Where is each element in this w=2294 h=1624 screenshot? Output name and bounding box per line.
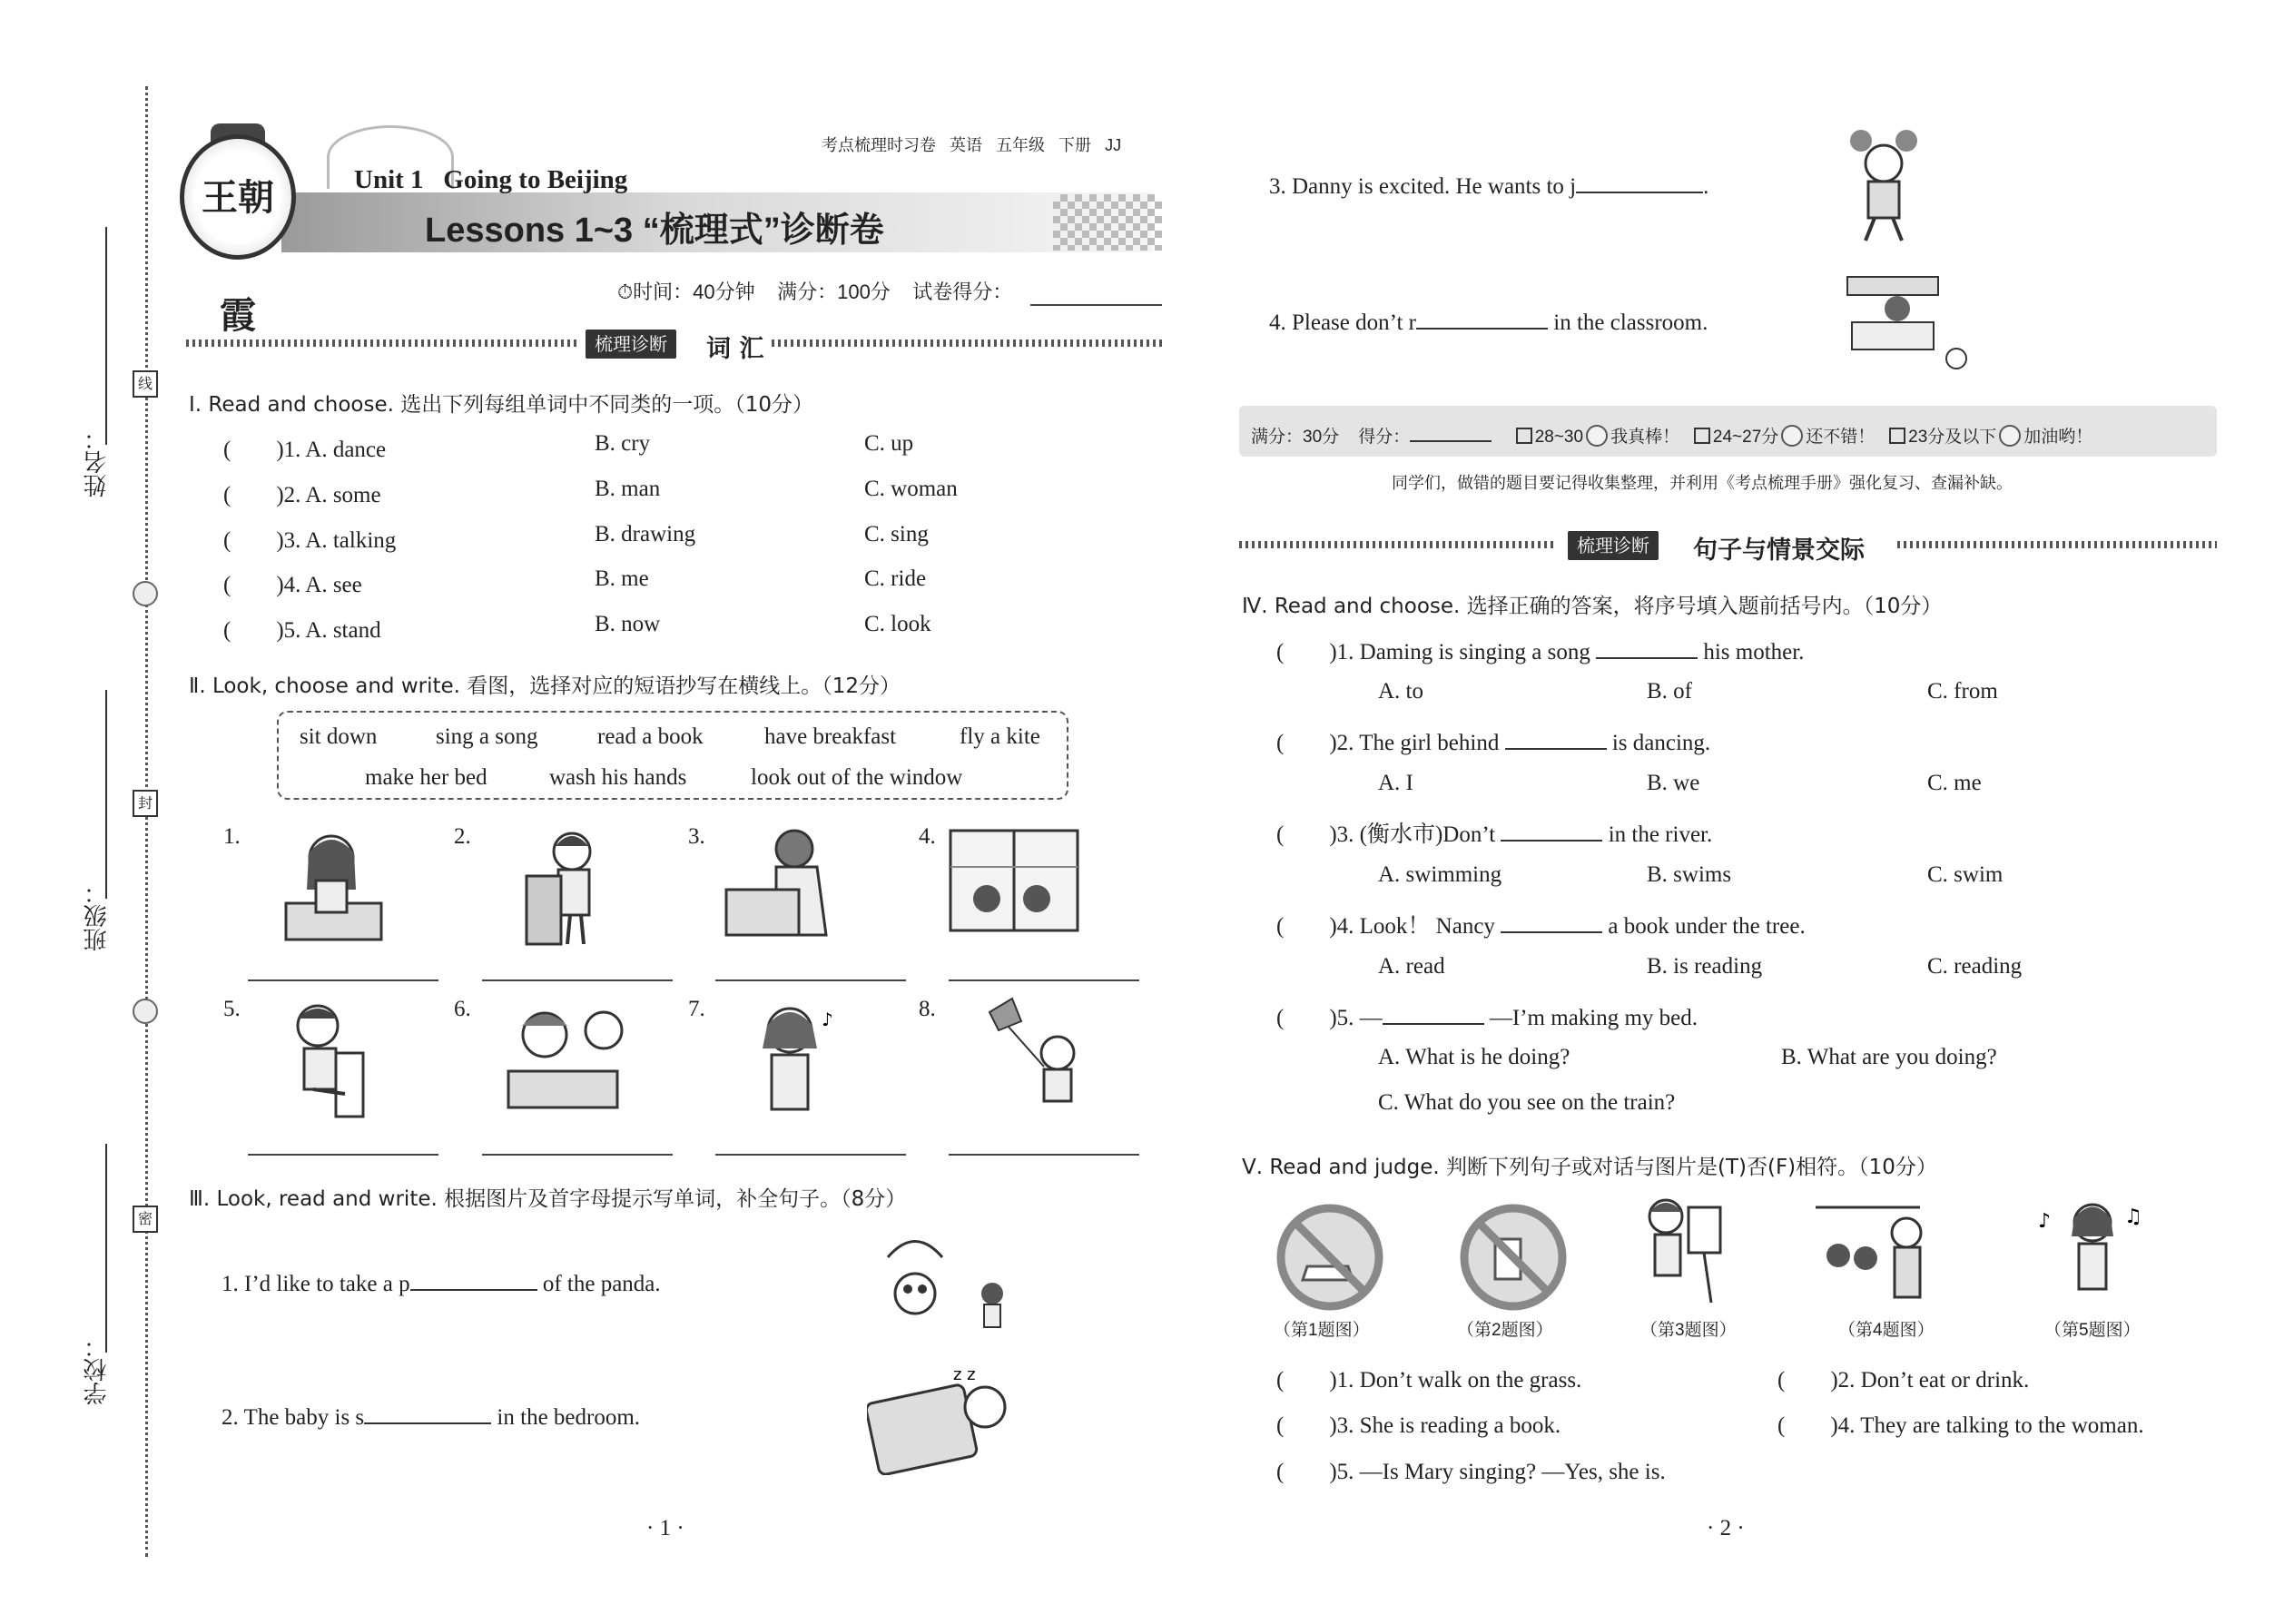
divider-dots [772, 340, 1162, 347]
q4-text: ( )1. Daming is singing a song [1276, 640, 1590, 664]
score-msg: 还不错！ [1806, 428, 1876, 447]
score-bar-blank[interactable] [1410, 440, 1492, 442]
school-label: 学校： [84, 1334, 111, 1405]
section-title-vocab: 词 汇 [706, 335, 764, 363]
q3-item-1 [222, 1272, 661, 1297]
q2-num-1: 1. [223, 824, 241, 849]
page-number-right: · 2 · [1707, 1516, 1745, 1540]
phrase: fly a kite [960, 724, 1040, 749]
binding-dotted-line [145, 86, 148, 1557]
line-char-box: 线 [133, 370, 158, 398]
q3-heading: Ⅲ. Look, read and write. 根据图片及首字母提示写单词，补全句子。（8分） [189, 1187, 907, 1211]
edition: JJ [1105, 136, 1122, 154]
q4-opt-c: C. What do you see on the train? [1378, 1090, 1676, 1115]
q3-blank[interactable] [364, 1422, 491, 1424]
sleeping-baby-illustration [867, 1362, 1012, 1475]
q4-text: his mother. [1698, 640, 1805, 664]
school-underline [105, 1144, 107, 1353]
q4-opt-b: B. What are you doing? [1781, 1045, 1997, 1069]
q3-text: 2. The baby is s [222, 1405, 365, 1430]
q4-blank [1383, 1023, 1484, 1025]
kids-talking-to-teacher-illustration [1811, 1196, 1929, 1310]
score-msg: 我真棒！ [1610, 428, 1680, 447]
q4-text: ( )5. — [1276, 1006, 1383, 1030]
q4-opt-a: A. swimming [1378, 862, 1502, 887]
q4-text: ( )2. The girl behind [1276, 731, 1500, 755]
q5-item-4[interactable]: ( )4. They are talking to the woman. [1777, 1413, 2144, 1438]
checkbox-23-below[interactable] [1889, 428, 1905, 444]
checker-decoration [1053, 194, 1162, 251]
score-msg: 加油哟！ [2023, 428, 2093, 447]
score-option: 23分及以下 [1908, 428, 1997, 447]
q5-caption-3: （第3题图） [1640, 1321, 1737, 1340]
binding-hole [133, 581, 158, 606]
divider-dots [1239, 541, 1557, 548]
q4-opt-b: B. swims [1647, 862, 1732, 887]
phrase: wash his hands [549, 765, 687, 790]
name-underline [105, 227, 107, 445]
q1-option-b: B. cry [595, 431, 651, 456]
score-bar-content [1251, 423, 2092, 448]
q2-num-8: 8. [919, 997, 936, 1021]
svg-text:♪: ♪ [822, 1009, 833, 1030]
section-tag: 梳理诊断 [586, 330, 676, 359]
divider-dots [1897, 541, 2217, 548]
girl-singing-illustration [749, 999, 840, 1121]
checkbox-24-27[interactable] [1694, 428, 1710, 444]
q4-item-5[interactable] [1276, 999, 1698, 1032]
q3-blank[interactable] [1416, 328, 1548, 330]
review-note: 同学们，做错的题目要记得收集整理，并利用《考点梳理手册》强化复习、查漏补缺。 [1392, 474, 2013, 492]
svg-text:z z: z z [953, 1365, 976, 1384]
excited-boy-illustration [1843, 127, 1925, 245]
logo-text: 王朝霞 [202, 176, 274, 337]
q3-item-4 [1269, 310, 1708, 336]
score-option: 24~27分 [1712, 428, 1779, 447]
q3-text: 1. I’d like to take a p [222, 1272, 410, 1296]
q2-heading: Ⅱ. Look, choose and write. 看图，选择对应的短语抄写在横线上。（12分） [189, 674, 901, 698]
q5-item-2[interactable]: ( )2. Don’t eat or drink. [1777, 1368, 2030, 1393]
q4-text: is dancing. [1606, 731, 1711, 755]
q4-item-3[interactable] [1276, 816, 1712, 849]
q4-opt-c: C. reading [1927, 954, 2023, 979]
q5-item-3[interactable]: ( )3. She is reading a book. [1276, 1413, 1561, 1438]
q5-heading: Ⅴ. Read and judge. 判断下列句子或对话与图片是(T)否(F)相符。（10分） [1242, 1156, 1937, 1179]
q3-text: 3. Danny is excited. He wants to j [1269, 174, 1577, 199]
q4-opt-c: C. swim [1927, 862, 2004, 887]
q4-heading: Ⅳ. Read and choose. 选择正确的答案，将序号填入题前括号内。（10分） [1242, 595, 1943, 618]
q1-option-b: B. man [595, 477, 661, 501]
q3-text: in the bedroom. [491, 1405, 641, 1430]
secret-char-box: 密 [133, 1206, 158, 1233]
q3-text: of the panda. [537, 1272, 661, 1296]
unit-number: Unit 1 [354, 165, 424, 194]
phrase: sit down [300, 724, 378, 749]
series-name: 考点梳理时习卷 [822, 136, 936, 154]
q4-item-1[interactable] [1276, 634, 1804, 666]
girl-painting-illustration [1639, 1194, 1725, 1312]
panda-photo-illustration [870, 1230, 1015, 1339]
q5-caption-1: （第1题图） [1274, 1321, 1370, 1340]
q2-num-3: 3. [688, 824, 705, 849]
exam-meta [617, 277, 1012, 305]
q5-caption-5: （第5题图） [2044, 1321, 2141, 1340]
brand-logo [180, 134, 296, 337]
q4-opt-b: B. of [1647, 679, 1692, 704]
q5-item-1[interactable]: ( )1. Don’t walk on the grass. [1276, 1368, 1582, 1393]
section-title-sentence: 句子与情景交际 [1693, 536, 1865, 565]
q2-num-5: 5. [223, 997, 241, 1021]
lesson-title: Lessons 1~3 “梳理式”诊断卷 [425, 212, 884, 250]
woman-making-bed-illustration [722, 826, 849, 949]
q4-text: ( )4. Look！ Nancy [1276, 914, 1495, 939]
phrase: read a book [597, 724, 704, 749]
score-bar-full: 满分：30分 [1251, 428, 1340, 447]
answer-line-8[interactable] [949, 1154, 1139, 1156]
q3-blank[interactable] [410, 1289, 537, 1291]
q1-option-b: B. me [595, 566, 649, 591]
q2-num-2: 2. [454, 824, 471, 849]
q2-num-6: 6. [454, 997, 471, 1021]
q4-opt-b: B. we [1647, 771, 1700, 795]
q4-item-2[interactable] [1276, 724, 1710, 757]
q4-text: in the river. [1602, 822, 1713, 847]
q5-caption-2: （第2题图） [1457, 1321, 1553, 1340]
q4-text: a book under the tree. [1602, 914, 1806, 939]
exam-score-label: 试卷得分： [912, 281, 1013, 303]
q1-option-b: B. drawing [595, 522, 696, 546]
boy-having-breakfast-illustration [490, 999, 626, 1121]
exam-time: ⏱时间：40分钟 [617, 281, 755, 303]
boy-washing-hands-illustration [517, 826, 608, 949]
q4-text: ( )3. (衡水市)Don’t [1276, 822, 1496, 847]
series-info [822, 133, 1121, 156]
name-label: 姓名： [84, 427, 111, 497]
svg-text:♪: ♪ [2038, 1210, 2052, 1233]
answer-line-4[interactable] [949, 979, 1139, 981]
q3-text: in the classroom. [1548, 310, 1708, 335]
subject: 英语 [950, 136, 983, 154]
answer-line-2[interactable] [482, 979, 673, 981]
q1-option-c: C. woman [864, 477, 958, 501]
q2-num-7: 7. [688, 997, 705, 1021]
page-number-left: · 1 · [646, 1516, 684, 1540]
q1-option-c: C. sing [864, 522, 929, 546]
q3-item-3 [1269, 174, 1708, 200]
phrase: have breakfast [764, 724, 897, 749]
q4-opt-a: A. read [1378, 954, 1445, 979]
no-walking-on-grass-sign [1275, 1203, 1384, 1312]
boy-sitting-down-illustration [272, 999, 381, 1121]
checkbox-28-30[interactable] [1516, 428, 1532, 444]
classroom-running-illustration [1843, 272, 1970, 377]
score-bar-score-label: 得分： [1358, 428, 1411, 447]
q4-opt-a: A. What is he doing? [1378, 1045, 1570, 1069]
q1-item-2[interactable]: ( )2. A. some [223, 483, 381, 507]
q4-opt-b: B. is reading [1647, 954, 1763, 979]
phrase: sing a song [436, 724, 538, 749]
q4-text: —I’m making my bed. [1483, 1006, 1698, 1030]
answer-line-6[interactable] [482, 1154, 673, 1156]
q1-item-5[interactable]: ( )5. A. stand [223, 618, 381, 643]
girl-singing-with-notes-illustration [2033, 1191, 2151, 1314]
q4-item-4[interactable] [1276, 908, 1806, 940]
divider-dots [186, 340, 576, 347]
q1-option-c: C. look [864, 612, 931, 636]
q4-opt-c: C. me [1927, 771, 1982, 795]
class-label: 班级： [84, 881, 111, 951]
class-underline [105, 690, 107, 899]
q1-heading: Ⅰ. Read and choose. 选出下列每组单词中不同类的一项。（10分） [189, 393, 813, 417]
q1-option-b: B. now [595, 612, 661, 636]
q4-blank [1501, 840, 1602, 842]
q4-blank [1501, 931, 1602, 933]
q4-blank [1596, 657, 1698, 659]
answer-line-1[interactable] [248, 979, 438, 981]
smile-face-icon [1586, 425, 1608, 447]
unit-heading [354, 165, 627, 195]
unit-title: Going to Beijing [443, 165, 628, 194]
score-option: 28~30 [1534, 428, 1584, 447]
phrase: make her bed [365, 765, 487, 790]
boy-flying-kite-illustration [971, 994, 1089, 1121]
neutral-face-icon [1781, 425, 1803, 447]
q5-item-5[interactable]: ( )5. —Is Mary singing? —Yes, she is. [1276, 1460, 1666, 1484]
binding-hole [133, 999, 158, 1024]
q2-num-4: 4. [919, 824, 936, 849]
seal-char-box: 封 [133, 790, 158, 817]
section-tag: 梳理诊断 [1568, 531, 1659, 560]
q1-item-3[interactable]: ( )3. A. talking [223, 528, 397, 553]
answer-line-5[interactable] [248, 1154, 438, 1156]
kids-looking-out-window-illustration [946, 826, 1082, 944]
q4-opt-a: A. to [1378, 679, 1423, 704]
grade: 五年级 [996, 136, 1046, 154]
q1-option-c: C. up [864, 431, 914, 456]
cheer-face-icon [1999, 425, 2021, 447]
q5-caption-4: （第4题图） [1838, 1321, 1935, 1340]
phrase: look out of the window [751, 765, 963, 790]
q3-text: . [1703, 174, 1709, 199]
q3-item-2 [222, 1405, 640, 1431]
q4-opt-a: A. I [1378, 771, 1413, 795]
answer-line-3[interactable] [715, 979, 906, 981]
q4-blank [1505, 748, 1607, 750]
q3-blank[interactable] [1576, 192, 1703, 193]
exam-score-blank[interactable] [1030, 304, 1162, 306]
girl-making-bed-illustration [272, 826, 390, 949]
q4-opt-c: C. from [1927, 679, 1998, 704]
q3-text: 4. Please don’t r [1269, 310, 1417, 335]
no-eating-drinking-sign [1459, 1203, 1568, 1312]
exam-full-score: 满分：100分 [777, 281, 891, 303]
q1-option-c: C. ride [864, 566, 927, 591]
volume: 下册 [1058, 136, 1092, 154]
svg-text:♫: ♫ [2124, 1206, 2142, 1228]
q1-item-1[interactable]: ( )1. A. dance [223, 438, 387, 462]
q1-item-4[interactable]: ( )4. A. see [223, 573, 362, 597]
answer-line-7[interactable] [715, 1154, 906, 1156]
